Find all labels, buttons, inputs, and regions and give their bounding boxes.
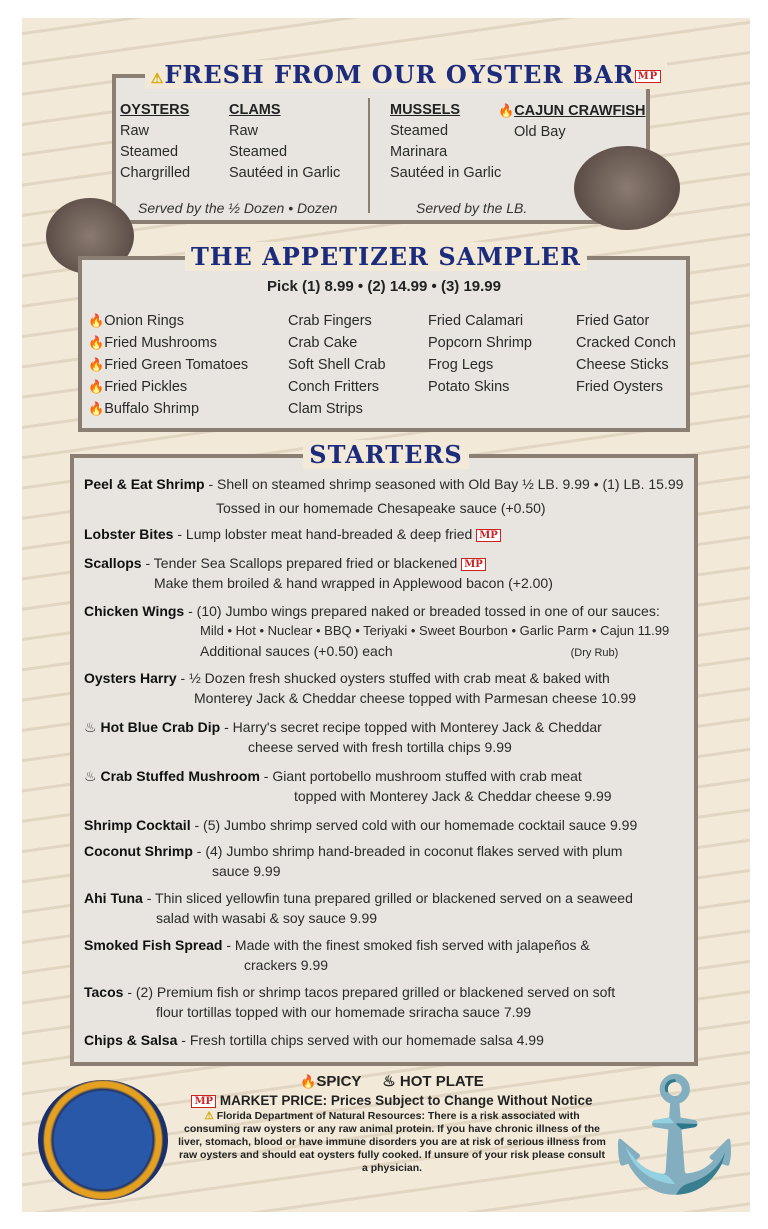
market-price-badge: MP bbox=[635, 70, 662, 83]
menu-option: Steamed bbox=[120, 144, 179, 160]
item-desc: - Fresh tortilla chips served with our homemade salsa 4.99 bbox=[177, 1032, 544, 1048]
starter-item bbox=[84, 888, 633, 928]
dry-rub-note: (Dry Rub) bbox=[570, 647, 619, 659]
menu-option: Raw bbox=[120, 123, 150, 139]
item-desc: - Harry's secret recipe topped with Monterey Jack & Cheddar bbox=[220, 719, 602, 735]
starter-item bbox=[84, 668, 636, 708]
starter-item bbox=[84, 474, 683, 518]
menu-option: Sautéed in Garlic bbox=[229, 165, 341, 181]
column-heading: OYSTERS bbox=[120, 102, 190, 118]
starter-item bbox=[84, 841, 622, 881]
clams-column bbox=[229, 100, 340, 184]
spicy-flame-icon: 🔥 bbox=[88, 335, 105, 350]
item-name: Chips & Salsa bbox=[84, 1032, 178, 1048]
wavy-divider bbox=[368, 98, 370, 213]
sampler-item: Fried Oysters bbox=[576, 379, 664, 395]
mussels-column bbox=[390, 100, 501, 184]
item-desc-cont: crackers 9.99 bbox=[244, 957, 329, 973]
sampler-column-2 bbox=[288, 310, 386, 420]
item-desc-cont: Monterey Jack & Cheddar cheese topped with Parmesan cheese 10.99 bbox=[194, 690, 637, 706]
sampler-item: Fried Mushrooms bbox=[104, 335, 217, 351]
starters-box bbox=[70, 454, 698, 1066]
spicy-flame-icon: 🔥 bbox=[498, 103, 515, 118]
legend bbox=[172, 1072, 612, 1175]
item-desc: - ½ Dozen fresh shucked oysters stuffed with crab meat & baked with bbox=[176, 670, 610, 686]
item-desc: - Giant portobello mushroom stuffed with crab meat bbox=[259, 768, 582, 784]
oysters-column bbox=[120, 100, 190, 184]
starter-item bbox=[84, 815, 637, 835]
item-desc: - Lump lobster meat hand-breaded & deep fried bbox=[173, 526, 473, 542]
spicy-flame-icon: 🔥 bbox=[88, 379, 105, 394]
item-desc: - Made with the finest smoked fish served with jalapeños & bbox=[222, 937, 590, 953]
column-heading: MUSSELS bbox=[390, 102, 461, 118]
sampler-item: Clam Strips bbox=[288, 401, 363, 417]
sampler-item: Onion Rings bbox=[104, 313, 184, 329]
title-text: STARTERS bbox=[303, 440, 468, 469]
spicy-flame-icon: 🔥 bbox=[88, 313, 105, 328]
sampler-title bbox=[22, 242, 750, 271]
item-desc: - Thin sliced yellowfin tuna prepared grilled or blackened served on a seaweed bbox=[142, 890, 633, 906]
sampler-item: Fried Pickles bbox=[104, 379, 188, 395]
item-name: Scallops bbox=[84, 555, 142, 571]
sampler-item: Fried Green Tomatoes bbox=[104, 357, 249, 373]
market-price-note: MARKET PRICE: Prices Subject to Change Without Notice bbox=[219, 1093, 593, 1108]
item-desc-cont: salad with wasabi & soy sauce 9.99 bbox=[156, 910, 378, 926]
market-price-badge: MP bbox=[461, 558, 486, 571]
sampler-column-4 bbox=[576, 310, 676, 398]
spicy-flame-icon: 🔥 bbox=[300, 1074, 317, 1089]
sampler-box bbox=[78, 256, 690, 432]
starter-item bbox=[84, 1030, 544, 1050]
item-desc: - (4) Jumbo shrimp hand-breaded in coconut flakes served with plum bbox=[192, 843, 623, 859]
item-desc: - Tender Sea Scallops prepared fried or blackened bbox=[141, 555, 458, 571]
crawfish-column bbox=[498, 100, 646, 143]
health-warning: Florida Department of Natural Resources: There is a risk associated with consuming raw oysters or any raw animal protein. If you have chronic illness of the liver, stomach, blood or have immune disorders you are at risk of serious illness from raw oysters and should eat oysters fully cooked. If unsure of your risk please consult a physician. bbox=[178, 1110, 606, 1174]
item-desc-cont: Additional sauces (+0.50) each bbox=[200, 643, 393, 659]
item-desc: - (5) Jumbo shrimp served cold with our homemade cocktail sauce 9.99 bbox=[190, 817, 638, 833]
sampler-item: Popcorn Shrimp bbox=[428, 335, 532, 351]
starter-item bbox=[84, 553, 553, 593]
oyster-bar-box bbox=[112, 74, 650, 224]
item-name: Shrimp Cocktail bbox=[84, 817, 191, 833]
item-name: Ahi Tuna bbox=[84, 890, 143, 906]
item-name: Oysters Harry bbox=[84, 670, 177, 686]
item-desc-cont: Tossed in our homemade Chesapeake sauce (+0.50) bbox=[216, 500, 546, 516]
hot-plate-icon: ♨ bbox=[84, 768, 97, 784]
sampler-item: Fried Gator bbox=[576, 313, 650, 329]
menu-page bbox=[22, 18, 750, 1212]
column-heading: CAJUN CRAWFISH bbox=[514, 103, 646, 119]
starter-item bbox=[84, 717, 602, 757]
item-name: Tacos bbox=[84, 984, 124, 1000]
item-desc: - (10) Jumbo wings prepared naked or breaded tossed in one of our sauces: bbox=[184, 603, 660, 619]
sampler-item: Potato Skins bbox=[428, 379, 510, 395]
item-name: Coconut Shrimp bbox=[84, 843, 193, 859]
sampler-column-1 bbox=[88, 310, 248, 420]
item-desc: - (2) Premium fish or shrimp tacos prepared grilled or blackened served on soft bbox=[123, 984, 616, 1000]
item-name: Peel & Eat Shrimp bbox=[84, 476, 205, 492]
starter-item bbox=[84, 524, 501, 544]
warning-icon: ⚠ bbox=[204, 1110, 214, 1122]
starter-item bbox=[84, 766, 612, 806]
sampler-item: Crab Fingers bbox=[288, 313, 372, 329]
sampler-item: Frog Legs bbox=[428, 357, 494, 373]
item-desc-cont: cheese served with fresh tortilla chips 9.99 bbox=[248, 739, 512, 755]
sampler-item: Buffalo Shrimp bbox=[104, 401, 200, 417]
serving-note: Served by the LB. bbox=[416, 200, 528, 216]
sauce-list: Mild • Hot • Nuclear • BBQ • Teriyaki • Sweet Bourbon • Garlic Parm • Cajun 11.99 bbox=[200, 623, 670, 638]
item-desc: - Shell on steamed shrimp seasoned with Old Bay ½ LB. 9.99 • (1) LB. 15.99 bbox=[204, 476, 684, 492]
sampler-item: Cheese Sticks bbox=[576, 357, 669, 373]
column-heading: CLAMS bbox=[229, 102, 281, 118]
item-name: Hot Blue Crab Dip bbox=[100, 719, 221, 735]
item-desc-cont: topped with Monterey Jack & Cheddar cheese 9.99 bbox=[294, 788, 612, 804]
fisherman-logo bbox=[38, 1080, 168, 1200]
menu-option: Steamed bbox=[390, 123, 449, 139]
menu-option: Sautéed in Garlic bbox=[390, 165, 502, 181]
sampler-item: Fried Calamari bbox=[428, 313, 524, 329]
hot-plate-icon: ♨ bbox=[382, 1073, 396, 1090]
item-name: Smoked Fish Spread bbox=[84, 937, 223, 953]
serving-note: Served by the ½ Dozen • Dozen bbox=[138, 200, 338, 216]
menu-option: Marinara bbox=[390, 144, 448, 160]
starter-item bbox=[84, 935, 590, 975]
spicy-flame-icon: 🔥 bbox=[88, 357, 105, 372]
title-text: FRESH FROM OUR OYSTER BAR bbox=[164, 60, 635, 89]
item-desc-cont: flour tortillas topped with our homemade sriracha sauce 7.99 bbox=[156, 1004, 532, 1020]
anchor-icon: ⚓ bbox=[606, 1073, 743, 1196]
item-desc-cont: Make them broiled & hand wrapped in Applewood bacon (+2.00) bbox=[154, 575, 553, 591]
item-name: Crab Stuffed Mushroom bbox=[100, 768, 260, 784]
starters-title bbox=[22, 440, 750, 469]
item-desc-cont: sauce 9.99 bbox=[212, 863, 281, 879]
sampler-item: Conch Fritters bbox=[288, 379, 380, 395]
starter-item bbox=[84, 982, 615, 1022]
spicy-flame-icon: 🔥 bbox=[88, 401, 105, 416]
spicy-label: SPICY bbox=[316, 1073, 362, 1090]
starter-item bbox=[84, 601, 669, 663]
title-text: THE APPETIZER SAMPLER bbox=[185, 242, 587, 271]
sampler-item: Soft Shell Crab bbox=[288, 357, 386, 373]
menu-option: Raw bbox=[229, 123, 259, 139]
menu-option: Steamed bbox=[229, 144, 288, 160]
item-name: Chicken Wings bbox=[84, 603, 185, 619]
sampler-column-3 bbox=[428, 310, 532, 398]
oyster-bar-title bbox=[62, 60, 750, 89]
sampler-item: Cracked Conch bbox=[576, 335, 676, 351]
warning-icon: ⚠ bbox=[150, 71, 165, 87]
hot-plate-label: HOT PLATE bbox=[399, 1073, 484, 1090]
sampler-item: Crab Cake bbox=[288, 335, 358, 351]
scallop-shell-illustration bbox=[574, 146, 680, 230]
market-price-badge: MP bbox=[191, 1095, 216, 1108]
market-price-badge: MP bbox=[476, 529, 501, 542]
sampler-pricing: Pick (1) 8.99 • (2) 14.99 • (3) 19.99 bbox=[267, 278, 501, 295]
menu-option: Old Bay bbox=[514, 124, 566, 140]
hot-plate-icon: ♨ bbox=[84, 719, 97, 735]
item-name: Lobster Bites bbox=[84, 526, 174, 542]
menu-option: Chargrilled bbox=[120, 165, 191, 181]
